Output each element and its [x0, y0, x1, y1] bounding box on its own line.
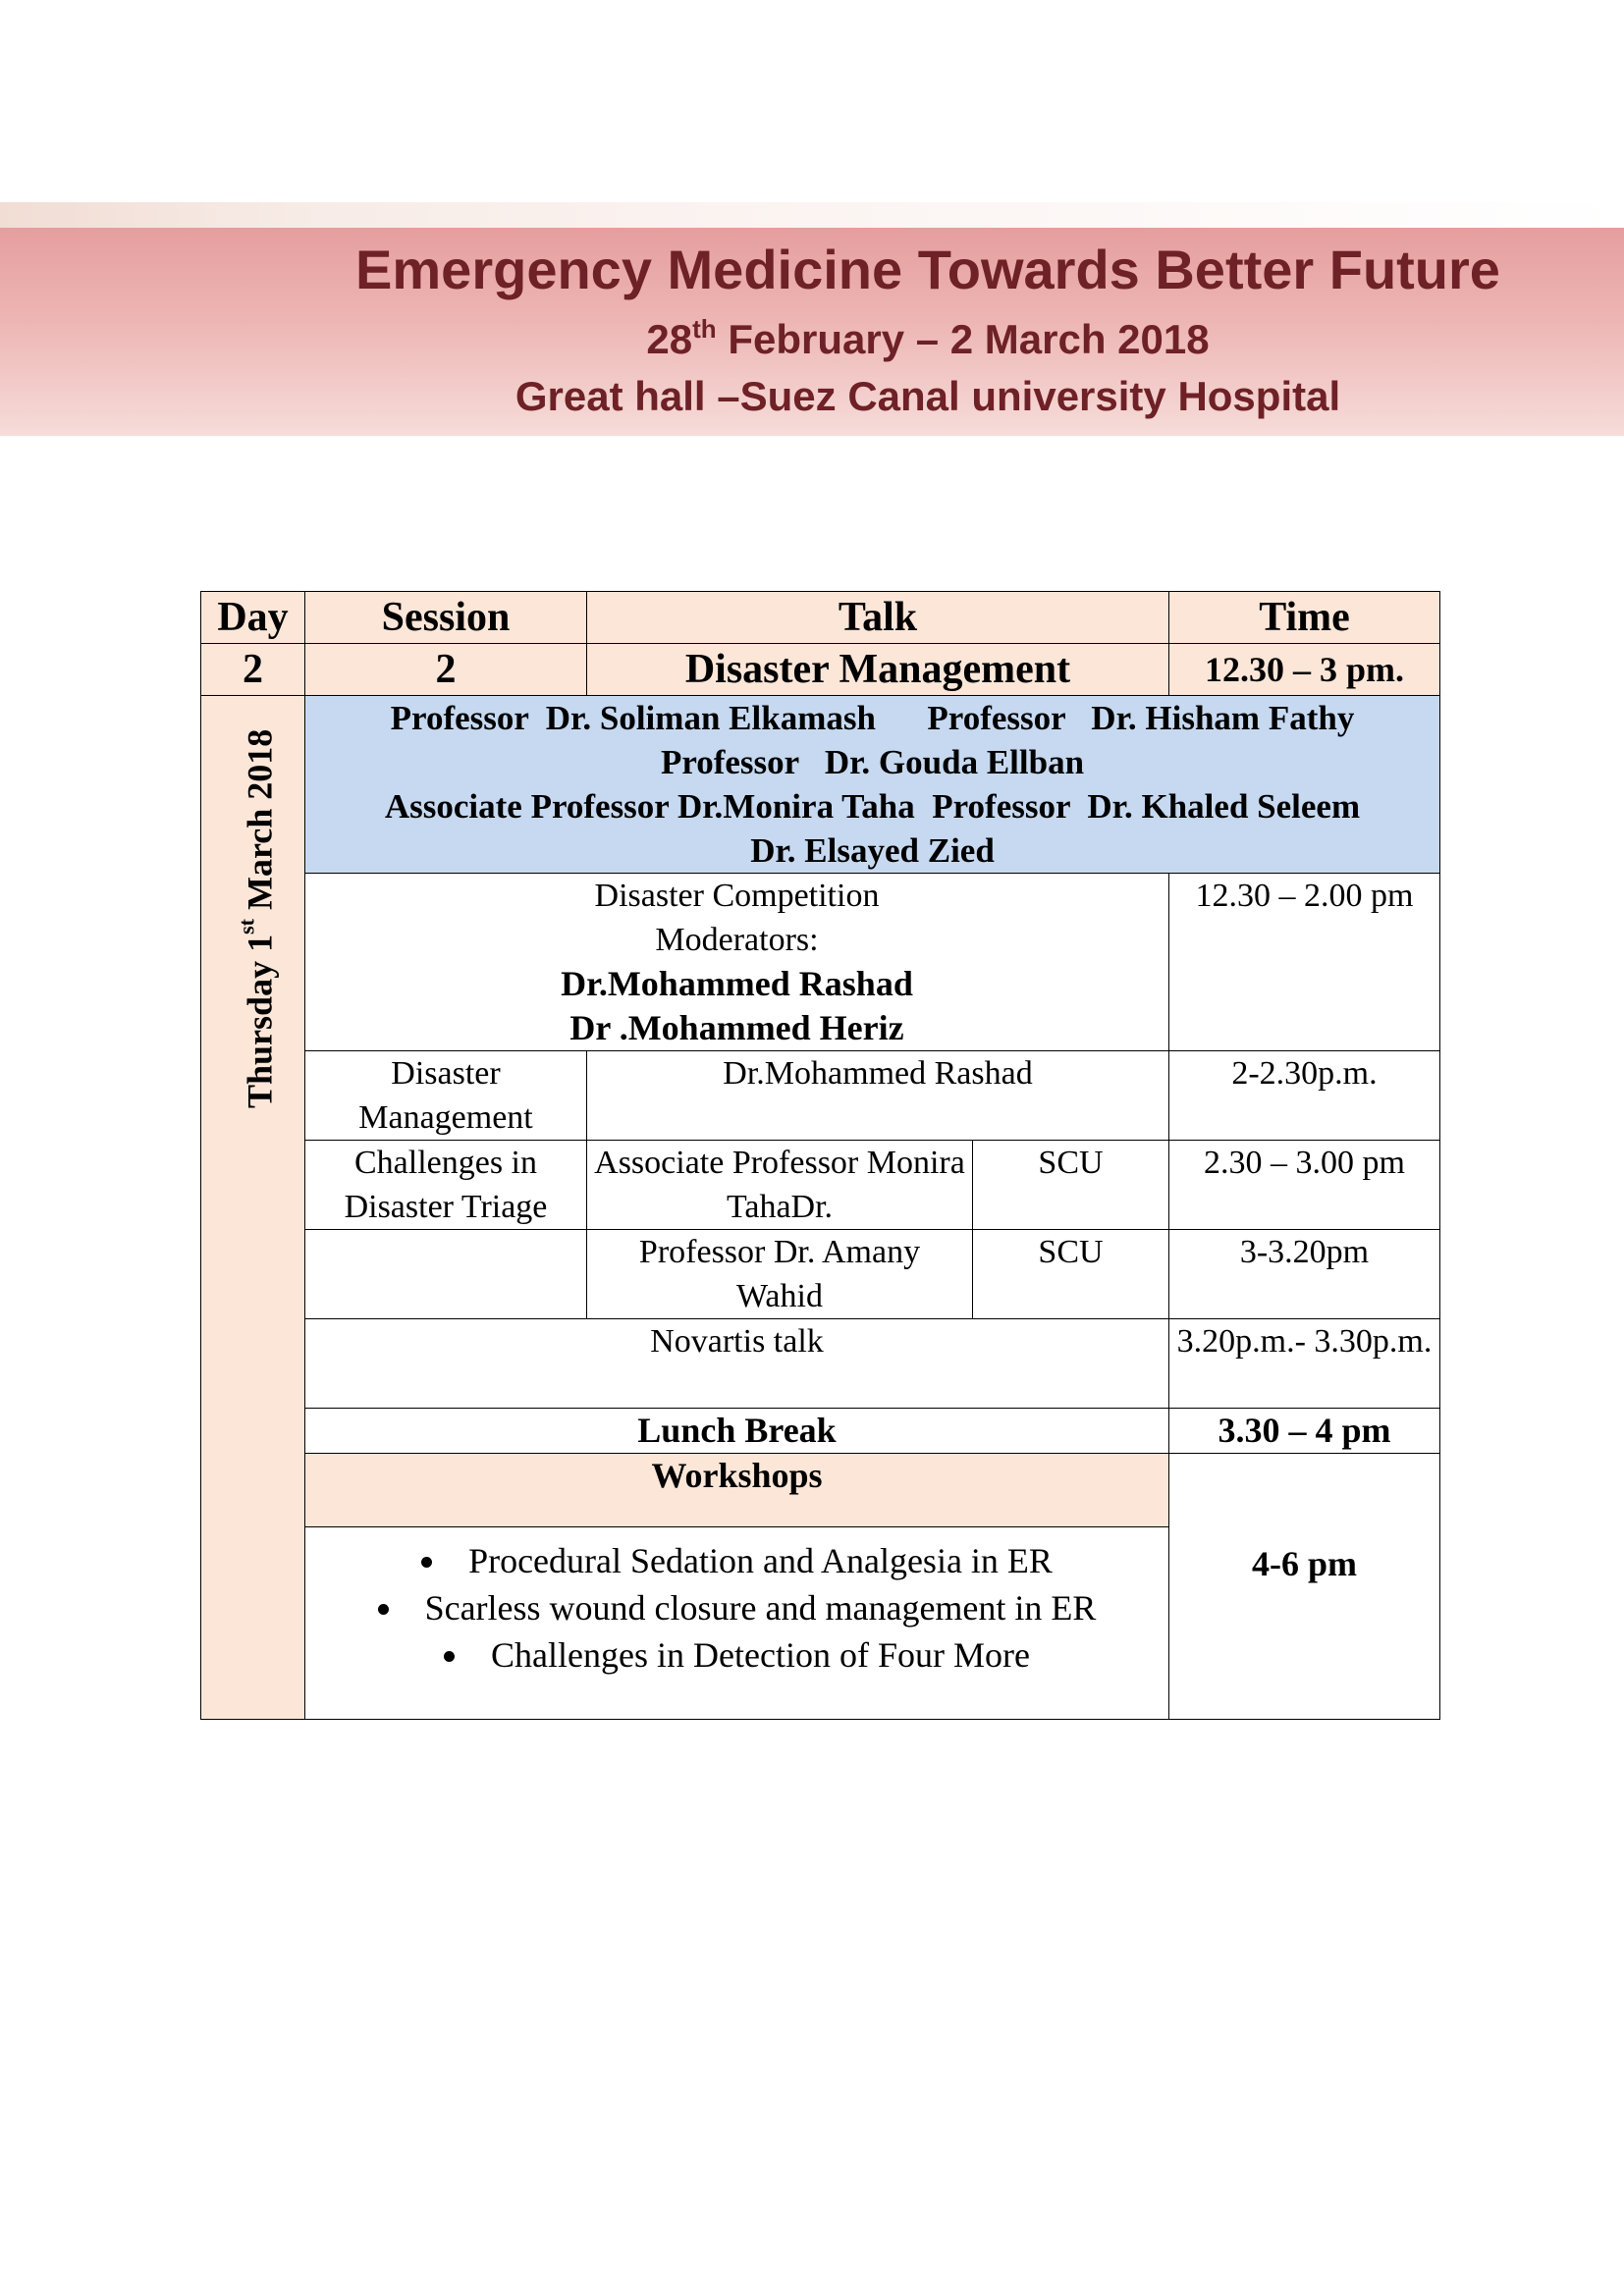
conference-dates — [336, 314, 1520, 363]
day-column — [201, 696, 305, 1720]
workshops-list-cell — [305, 1527, 1169, 1720]
workshop-item: • Procedural Sedation and Analgesia in ER — [311, 1537, 1163, 1584]
dm-talk: Dr.Mohammed Rashad — [587, 1051, 1169, 1141]
triage-speaker: Associate Professor Monira TahaDr. — [587, 1141, 973, 1230]
day-label: Thursday 1st March 2018 — [234, 728, 279, 1109]
triage-affiliation: SCU — [973, 1141, 1169, 1230]
dates-suffix: th — [692, 314, 717, 344]
amany-time: 3-3.20pm — [1169, 1230, 1440, 1319]
chairs-line-2: Professor Dr. Gouda Ellban — [660, 743, 1085, 781]
dm-time: 2-2.30p.m. — [1169, 1051, 1440, 1141]
dm-session: Disaster Management — [305, 1051, 587, 1141]
header-time: Time — [1169, 592, 1440, 644]
subheader-day: 2 — [201, 644, 305, 696]
header-day: Day — [201, 592, 305, 644]
novartis-time: 3.20p.m.- 3.30p.m. — [1169, 1319, 1440, 1409]
subheader-talk: Disaster Management — [587, 644, 1169, 696]
competition-moderators-label: Moderators: — [655, 922, 819, 958]
workshop-item: • Challenges in Detection of Four More — [311, 1631, 1163, 1679]
dates-day: 28 — [646, 316, 693, 362]
novartis-talk: Novartis talk — [305, 1319, 1169, 1409]
amany-affiliation: SCU — [973, 1230, 1169, 1319]
dates-rest: February – 2 March 2018 — [716, 316, 1210, 362]
chairs-line-3: Associate Professor Dr.Monira Taha Professor Dr. Khaled Seleem — [384, 787, 1361, 826]
lunch-break: Lunch Break — [305, 1409, 1169, 1454]
chairs-line-4: Dr. Elsayed Zied — [750, 831, 995, 870]
workshops-title: Workshops — [305, 1454, 1169, 1527]
conference-title: Emergency Medicine Towards Better Future — [355, 239, 1500, 300]
subheader-session: 2 — [305, 644, 587, 696]
chairs-line-1: Professor Dr. Soliman Elkamash Professor Dr. Hisham Fathy — [390, 699, 1355, 737]
competition-time: 12.30 – 2.00 pm — [1169, 874, 1440, 1051]
chairs-panel — [305, 696, 1440, 874]
triage-time: 2.30 – 3.00 pm — [1169, 1141, 1440, 1230]
triage-session: Challenges in Disaster Triage — [305, 1141, 587, 1230]
header-session: Session — [305, 592, 587, 644]
header-talk: Talk — [587, 592, 1169, 644]
lunch-time: 3.30 – 4 pm — [1169, 1409, 1440, 1454]
workshop-item: • Scarless wound closure and management in ER — [311, 1584, 1163, 1631]
subheader-time: 12.30 – 3 pm. — [1169, 644, 1440, 696]
amany-session — [305, 1230, 587, 1319]
moderator-2: Dr .Mohammed Heriz — [569, 1008, 904, 1047]
banner-top-strip — [0, 202, 1624, 228]
competition-cell — [305, 874, 1169, 1051]
moderator-1: Dr.Mohammed Rashad — [561, 964, 913, 1003]
workshops-list — [311, 1537, 1163, 1679]
competition-title: Disaster Competition — [594, 878, 880, 914]
conference-venue: Great hall –Suez Canal university Hospital — [514, 373, 1341, 419]
workshops-time: 4-6 pm — [1169, 1454, 1440, 1720]
amany-speaker: Professor Dr. Amany Wahid — [587, 1230, 973, 1319]
schedule-table — [200, 591, 1440, 1720]
conference-banner — [0, 228, 1624, 436]
